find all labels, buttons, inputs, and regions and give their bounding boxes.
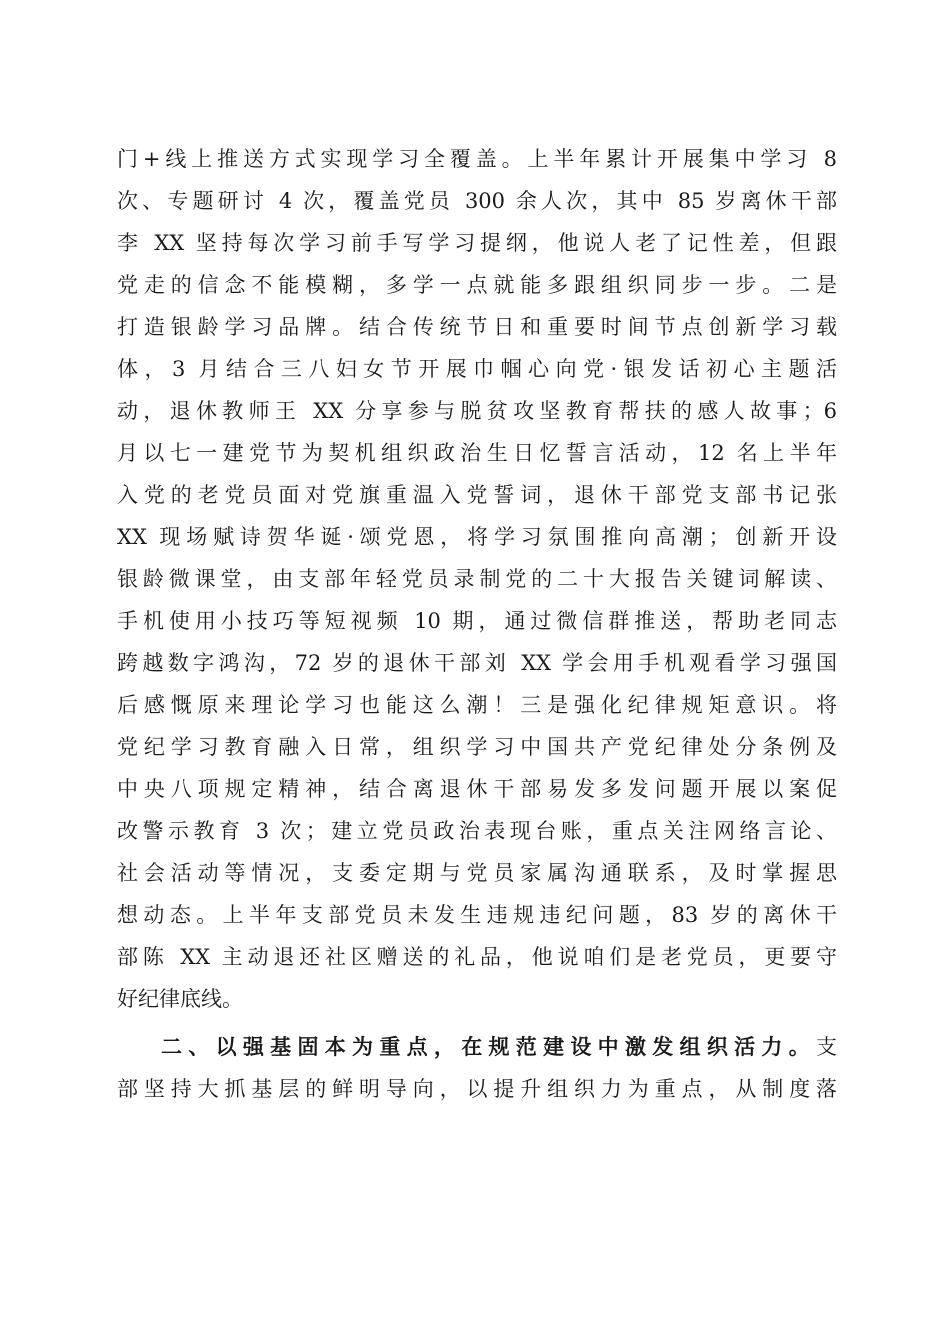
text-line: 动，退休教师王 XX 分享参与脱贫攻坚教育帮扶的感人故事；6: [117, 399, 837, 423]
text-line: 部陈 XX 主动退还社区赠送的礼品，他说咱们是老党员，更要守: [117, 945, 837, 969]
section-heading: 二、以强基固本为重点，在规范建设中激发组织活力。: [161, 1035, 816, 1059]
text-line: 改警示教育 3 次；建立党员政治表现台账，重点关注网络言论、: [117, 819, 837, 843]
text-line: XX 现场赋诗贺华诞·颂党恩，将学习氛围推向高潮；创新开设: [117, 525, 837, 549]
text-line: 部坚持大抓基层的鲜明导向，以提升组织力为重点，从制度落: [117, 1077, 837, 1101]
text-line: 党走的信念不能模糊，多学一点就能多跟组织同步一步。二是: [117, 273, 837, 297]
text-line: 打造银龄学习品牌。结合传统节日和重要时间节点创新学习载: [117, 315, 837, 339]
text-line: 想动态。上半年支部党员未发生违规违纪问题，83 岁的离休干: [117, 903, 837, 927]
text-line: 社会活动等情况，支委定期与党员家属沟通联系，及时掌握思: [117, 861, 837, 885]
text-line: 门+线上推送方式实现学习全覆盖。上半年累计开展集中学习 8: [117, 147, 837, 171]
text-line: 次、专题研讨 4 次，覆盖党员 300 余人次，其中 85 岁离休干部: [117, 189, 837, 213]
text-line: 中央八项规定精神，结合离退休干部易发多发问题开展以案促: [117, 777, 837, 801]
heading-tail-text: 支: [816, 1035, 837, 1059]
text-line: 后感慨原来理论学习也能这么潮！三是强化纪律规矩意识。将: [117, 693, 837, 717]
text-line: 银龄微课堂，由支部年轻党员录制党的二十大报告关键词解读、: [117, 567, 837, 591]
text-line: 手机使用小技巧等短视频 10 期，通过微信群推送，帮助老同志: [117, 609, 837, 633]
text-line: 李 XX 坚持每次学习前手写学习提纲，他说人老了记性差，但跟: [117, 231, 837, 255]
text-line: 好纪律底线。: [117, 987, 243, 1011]
text-line: 跨越数字鸿沟，72 岁的退休干部刘 XX 学会用手机观看学习强国: [117, 651, 837, 675]
section-heading-line: [117, 1026, 837, 1068]
text-line: 入党的老党员面对党旗重温入党誓词，退休干部党支部书记张: [117, 483, 837, 507]
text-line: 党纪学习教育融入日常，组织学习中国共产党纪律处分条例及: [117, 735, 837, 759]
text-line: 月以七一建党节为契机组织政治生日忆誓言活动，12 名上半年: [117, 441, 837, 465]
text-line: 体，3 月结合三八妇女节开展巾帼心向党·银发话初心主题活: [117, 357, 837, 381]
